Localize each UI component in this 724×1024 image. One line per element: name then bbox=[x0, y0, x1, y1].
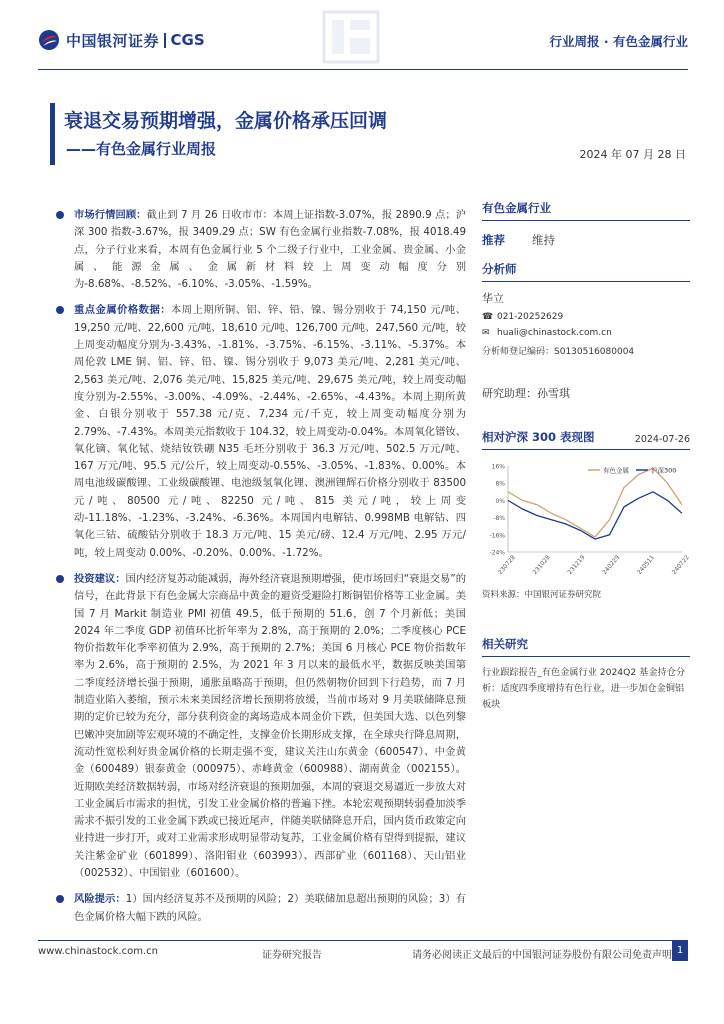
logo-separator bbox=[164, 33, 166, 48]
bullet-icon bbox=[56, 575, 64, 583]
report-subtitle: ——有色金属行业周报 bbox=[66, 140, 217, 158]
footer-report-type: 证券研究报告 bbox=[262, 950, 322, 961]
relative-performance-chart bbox=[482, 456, 690, 584]
x-tick-label: 231028 bbox=[531, 554, 552, 577]
footer-url[interactable]: www.chinastock.com.cn bbox=[38, 946, 158, 957]
y-tick-label: 0% bbox=[495, 497, 505, 505]
analyst-heading: 分析师 bbox=[482, 261, 690, 282]
page-number: 1 bbox=[672, 941, 688, 961]
logo-text-cn: 中国银河证券 bbox=[66, 31, 160, 50]
x-tick-label: 230728 bbox=[496, 554, 517, 577]
series-line-1 bbox=[508, 468, 682, 537]
chart-heading bbox=[482, 429, 690, 450]
report-title: 衰退交易预期增强，金属价格承压回调 bbox=[64, 110, 388, 132]
x-tick-label: 240722 bbox=[670, 554, 690, 577]
paragraph-text: 截止到 7 月 26 日收市市：本周上证指数-3.07%，报 2890.9 点；沪深 300 指数-3.67%，报 3409.29 点；SW 有色金属行业指数-7.08%，报 4018.49 点，分子行业来看，本周有色金属行业 5 个二级子行业中，工业金属、贵金属、小金属、能源金属、金属新材料较上周变动幅度分别为-8.68%、-8.52%、-6.10%、-3.05%、-1.59%。 bbox=[74, 209, 467, 291]
y-tick-label: -16% bbox=[489, 532, 505, 540]
x-tick-label: 240229 bbox=[601, 554, 622, 577]
research-assistant: 研究助理：孙雪琪 bbox=[482, 387, 570, 400]
paragraph-text: 本周上期所铜、铝、锌、铅、镍、锡分别收于 74,150 元/吨、19,250 元/吨、22,600 元/吨、18,610 元/吨、126,700 元/吨、247,560 元/吨，较上周变动幅度分别为-3.43%、-1.81%、-3.75%、-6.15%、-3.11%、-5.37%。本周伦敦 LME 铜、铝、锌、铅、镍、锡分别收于 9,073 美元/吨、2,281 美元/吨、2,563 美元/吨、2,076 美元/吨、15,825 美元/吨、29,675 美元/吨，较上周变动幅度分别为-2.55%、-3.00%、-4.09%、-2.44%、-2.65%、-4.43%。本周上期所黄金、白银分别收于 557.38 元/克、7,234 元/千克，较上周变动幅度分别为 2.79%、-7.43%。本周美元指数收于 104.32，较上周变动-0.04%。本周氧化镨钕、氧化镝、氧化铽、烧结钕铁硼 N35 毛坯分别收于 36.3 万元/吨、502.5 万元/吨、167 万元/吨、95.5 元/公斤，较上周变动-0.55%、-3.05%、-1.83%、0.00%。本周电池级碳酸锂、工业级碳酸锂、电池级氢氧化锂、澳洲锂辉石价格分别收于 83500 元/吨、80500 元/吨、82250 元/吨、815 美元/吨，较上周变动-11.18%、-1.23%、-3.24%、-6.36%。本周国内电解钴、0.998MB 电解钴、四氧化三钴、硫酸钴分别收于 18.3 万元/吨、15 美元/磅、12.4 万元/吨、2.95 万元/吨，较上周变动 0.00%、-0.20%、0.00%、-1.72%。 bbox=[74, 304, 467, 559]
paragraph-keyword: 投资建议： bbox=[74, 572, 126, 585]
watermark-logo-icon bbox=[318, 6, 384, 68]
legend-label: 有色金属 bbox=[603, 466, 629, 475]
y-tick-label: 8% bbox=[495, 480, 505, 488]
investment-advice-paragraph bbox=[52, 571, 466, 882]
rating-value: 维持 bbox=[532, 233, 555, 247]
bullet-icon bbox=[56, 895, 64, 903]
analyst-phone: 021-20252629 bbox=[497, 312, 564, 322]
analyst-phone-row bbox=[482, 312, 690, 322]
x-tick-label: 231219 bbox=[566, 554, 587, 577]
title-accent-bar bbox=[50, 103, 55, 165]
rating-row bbox=[482, 221, 690, 251]
footer-disclaimer: 请务必阅读正文最后的中国银河证券股份有限公司免责声明 bbox=[412, 950, 672, 961]
chart-svg bbox=[482, 456, 690, 584]
email-icon: ✉ bbox=[482, 328, 490, 338]
legend-label: 沪深300 bbox=[651, 466, 677, 475]
risk-warning-paragraph bbox=[52, 891, 466, 926]
phone-icon: ☎ bbox=[482, 312, 494, 322]
paragraph-keyword: 风险提示： bbox=[74, 893, 126, 906]
related-research-link[interactable]: 行业跟踪报告_有色金属行业 2024Q2 基金持仓分析：适度四季度增持有色行业，进一步加仓金铜铝板块 bbox=[482, 667, 686, 710]
bullet-icon bbox=[56, 306, 64, 314]
metal-price-paragraph bbox=[52, 302, 466, 561]
x-tick-label: 240511 bbox=[636, 554, 657, 577]
company-logo bbox=[38, 28, 205, 52]
analyst-name: 华立 bbox=[482, 292, 504, 305]
paragraph-text: 1）国内经济复苏不及预期的风险；2）美联储加息超出预期的风险；3）有色金属价格大幅下跌的风险。 bbox=[74, 893, 467, 923]
chart-source: 资料来源：中国银河证券研究院 bbox=[482, 590, 602, 600]
analyst-cert: 分析师登记编码：S0130516080004 bbox=[482, 347, 635, 357]
series-line-2 bbox=[508, 492, 682, 539]
rating-label: 推荐 bbox=[482, 233, 505, 247]
chart-date: 2024-07-26 bbox=[634, 434, 690, 445]
bullet-icon bbox=[56, 211, 64, 219]
industry-heading: 有色金属行业 bbox=[482, 200, 690, 221]
header-divider bbox=[38, 69, 688, 70]
paragraph-keyword: 重点金属价格数据： bbox=[74, 304, 172, 317]
paragraph-keyword: 市场行情回顾： bbox=[74, 209, 147, 221]
analyst-email[interactable]: huali@chinastock.com.cn bbox=[497, 328, 612, 338]
document-type: 行业周报 · 有色金属行业 bbox=[549, 34, 688, 49]
footer-divider bbox=[38, 940, 688, 941]
analyst-cert-row bbox=[482, 344, 690, 357]
y-tick-label: 16% bbox=[491, 463, 505, 471]
paragraph-text: 国内经济复苏动能减弱，海外经济衰退预期增强，使市场回归“衰退交易”的信号，在此背景下有色金属大宗商品中黄金的避资受避险打断铜铝价格等工业金属。美国 7 月 Markit 制造业 PMI 初值 49.5，低于预期的 51.6，创 7 个月新低；美国 2024 年二季度 GDP 初值环比折年率为 2.8%，高于预期的 2.0%；二季度核心 PCE 物价指数年化季率初值为 2.9%，高于预期的 2.7%；美国 6 月核心 PCE 物价指数年率为 2.6%，高于预期的 2.5%，为 2021 年 3 月以来的最低水平，数据反映美国第二季度经济增长强于预期，通胀虽略高于预期，但仍然朝物价回到下行趋势，而 7 月制造业陷入萎缩，预示未来美国经济增长预期将放缓，当前市场对 9 月美联储降息预期的定价已较为充分，部分获利资金的离场造成本周金价下跌，但美国大选、以色列黎巴嫩冲突加剧等宏观环境的不确定性，支撑金价长期形成支撑，在全球央行降息周期，流动性宽松利好贵金属价格的长期走强不变，建议关注山东黄金（600547）、中金黄金（600489）银泰黄金（000975）、赤峰黄金（600988）、湖南黄金（002155）。近期欧美经济数据转弱，市场对经济衰退的预期加强，本周的衰退交易逼近一步放大对工业金属后市需求的担忧，引发工业金属价格的普遍下挫。本轮宏观预期转弱叠加淡季需求不振引发的工业金属下跌或已接近尾声，伴随美联储降息开启，国内货币政策定向业持进一步打开，或对工业需求形成明显带动复苏，工业金属价格有望得到提振，建议关注紫金矿业（601899）、洛阳钼业（603993）、西部矿业（601168）、天山铝业（002532）、中国铝业（601600）。 bbox=[74, 572, 466, 879]
page-header bbox=[0, 0, 724, 75]
sidebar bbox=[482, 200, 690, 713]
related-research-heading: 相关研究 bbox=[482, 636, 690, 657]
y-tick-label: -8% bbox=[493, 515, 505, 523]
report-date: 2024 年 07 月 28 日 bbox=[579, 148, 686, 161]
chart-title: 相对沪深 300 表现图 bbox=[482, 430, 595, 444]
analyst-email-row bbox=[482, 328, 690, 338]
logo-text-en: CGS bbox=[170, 31, 205, 49]
market-review-paragraph bbox=[52, 207, 466, 293]
galaxy-logo-icon bbox=[38, 29, 60, 51]
report-body bbox=[52, 207, 466, 935]
y-tick-label: -24% bbox=[489, 549, 505, 557]
